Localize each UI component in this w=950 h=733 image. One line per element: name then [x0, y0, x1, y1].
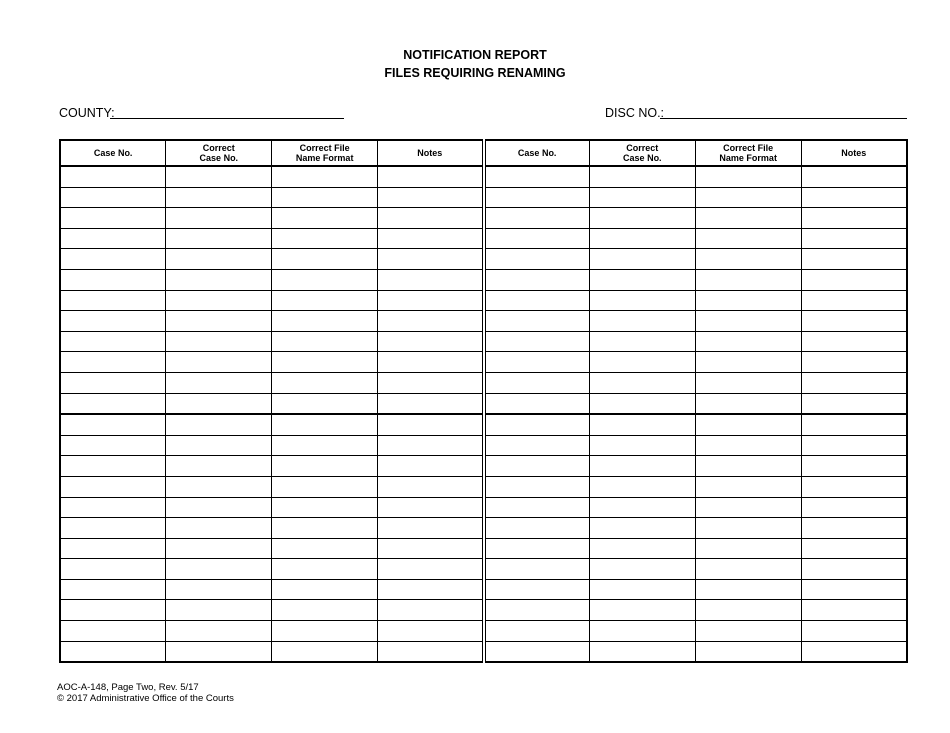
table-cell[interactable]: [378, 228, 484, 249]
table-cell[interactable]: [484, 187, 590, 208]
table-cell[interactable]: [378, 579, 484, 600]
table-cell[interactable]: [695, 497, 801, 518]
column-header-correct-case-no-right: Correct Case No.: [589, 140, 695, 166]
table-cell[interactable]: [484, 579, 590, 600]
table-cell[interactable]: [166, 269, 272, 290]
column-header-correct-file-name-format-right: Correct File Name Format: [695, 140, 801, 166]
table-cell[interactable]: [60, 456, 166, 477]
table-cell[interactable]: [695, 641, 801, 662]
table-row: [60, 621, 907, 642]
table-cell[interactable]: [272, 497, 378, 518]
table-cell[interactable]: [272, 414, 378, 435]
table-cell[interactable]: [272, 372, 378, 393]
table-cell[interactable]: [695, 621, 801, 642]
table-cell[interactable]: [695, 476, 801, 497]
table-cell[interactable]: [378, 414, 484, 435]
table-cell[interactable]: [378, 476, 484, 497]
table-cell[interactable]: [589, 393, 695, 414]
table-cell[interactable]: [60, 331, 166, 352]
table-cell[interactable]: [801, 435, 907, 456]
table-cell[interactable]: [695, 331, 801, 352]
table-cell[interactable]: [801, 476, 907, 497]
table-cell[interactable]: [60, 414, 166, 435]
table-cell[interactable]: [272, 249, 378, 270]
table-cell[interactable]: [801, 269, 907, 290]
table-cell[interactable]: [589, 166, 695, 187]
table-cell[interactable]: [60, 641, 166, 662]
table-cell[interactable]: [166, 579, 272, 600]
table-cell[interactable]: [695, 249, 801, 270]
table-cell[interactable]: [484, 372, 590, 393]
table-cell[interactable]: [166, 290, 272, 311]
column-header-case-no-right: Case No.: [484, 140, 590, 166]
table-row: [60, 641, 907, 662]
table-cell[interactable]: [484, 290, 590, 311]
table-cell[interactable]: [801, 331, 907, 352]
table-cell[interactable]: [166, 518, 272, 539]
table-cell[interactable]: [272, 269, 378, 290]
table-cell[interactable]: [695, 559, 801, 580]
table-cell[interactable]: [589, 497, 695, 518]
disc-no-input-line[interactable]: [660, 118, 907, 119]
table-cell[interactable]: [695, 352, 801, 373]
table-cell[interactable]: [589, 187, 695, 208]
table-cell[interactable]: [60, 621, 166, 642]
table-row: [60, 456, 907, 477]
table-cell[interactable]: [378, 208, 484, 229]
table-cell[interactable]: [695, 187, 801, 208]
county-label: COUNTY:: [59, 106, 115, 120]
table-cell[interactable]: [166, 372, 272, 393]
table-cell[interactable]: [272, 435, 378, 456]
table-cell[interactable]: [166, 414, 272, 435]
table-cell[interactable]: [272, 518, 378, 539]
table-row: [60, 249, 907, 270]
table-cell[interactable]: [272, 456, 378, 477]
column-header-notes-left: Notes: [378, 140, 484, 166]
disc-no-label: DISC NO.:: [605, 106, 665, 120]
table-cell[interactable]: [801, 600, 907, 621]
table-cell[interactable]: [484, 497, 590, 518]
table-cell[interactable]: [484, 352, 590, 373]
table-cell[interactable]: [801, 414, 907, 435]
table-cell[interactable]: [60, 600, 166, 621]
table-cell[interactable]: [589, 518, 695, 539]
table-cell[interactable]: [166, 331, 272, 352]
table-row: [60, 228, 907, 249]
table-cell[interactable]: [272, 621, 378, 642]
table-cell[interactable]: [801, 311, 907, 332]
table-cell[interactable]: [484, 228, 590, 249]
table-cell[interactable]: [166, 228, 272, 249]
table-cell[interactable]: [272, 166, 378, 187]
table-cell[interactable]: [801, 518, 907, 539]
table-cell[interactable]: [484, 166, 590, 187]
table-cell[interactable]: [272, 228, 378, 249]
table-cell[interactable]: [272, 476, 378, 497]
table-cell[interactable]: [166, 249, 272, 270]
table-cell[interactable]: [484, 435, 590, 456]
table-cell[interactable]: [801, 290, 907, 311]
table-cell[interactable]: [378, 187, 484, 208]
table-row: [60, 352, 907, 373]
table-cell[interactable]: [166, 435, 272, 456]
table-cell[interactable]: [801, 187, 907, 208]
table-row: [60, 435, 907, 456]
form-id: AOC-A-148, Page Two, Rev. 5/17: [57, 682, 199, 693]
table-row: [60, 497, 907, 518]
table-cell[interactable]: [695, 372, 801, 393]
table-cell[interactable]: [484, 311, 590, 332]
table-cell[interactable]: [272, 187, 378, 208]
table-cell[interactable]: [166, 497, 272, 518]
table-cell[interactable]: [166, 352, 272, 373]
table-cell[interactable]: [60, 538, 166, 559]
table-row: [60, 269, 907, 290]
column-header-correct-case-no-left: Correct Case No.: [166, 140, 272, 166]
table-cell[interactable]: [272, 641, 378, 662]
table-cell[interactable]: [484, 249, 590, 270]
table-cell[interactable]: [695, 414, 801, 435]
table-cell[interactable]: [60, 352, 166, 373]
table-cell[interactable]: [484, 538, 590, 559]
table-cell[interactable]: [589, 579, 695, 600]
table-cell[interactable]: [166, 621, 272, 642]
header-row: [60, 140, 907, 166]
table-cell[interactable]: [695, 269, 801, 290]
table-cell[interactable]: [695, 393, 801, 414]
table-row: [60, 187, 907, 208]
table-cell[interactable]: [589, 559, 695, 580]
table-cell[interactable]: [60, 228, 166, 249]
table-cell[interactable]: [272, 311, 378, 332]
table-cell[interactable]: [589, 435, 695, 456]
table-cell[interactable]: [378, 559, 484, 580]
table-cell[interactable]: [589, 228, 695, 249]
table-cell[interactable]: [60, 518, 166, 539]
table-cell[interactable]: [60, 559, 166, 580]
table-cell[interactable]: [166, 166, 272, 187]
table-cell[interactable]: [589, 538, 695, 559]
table-cell[interactable]: [589, 331, 695, 352]
table-cell[interactable]: [484, 393, 590, 414]
table-cell[interactable]: [801, 249, 907, 270]
table-cell[interactable]: [166, 600, 272, 621]
table-cell[interactable]: [484, 331, 590, 352]
table-cell[interactable]: [484, 641, 590, 662]
table-cell[interactable]: [60, 187, 166, 208]
table-cell[interactable]: [801, 497, 907, 518]
table-cell[interactable]: [378, 497, 484, 518]
table-row: [60, 372, 907, 393]
table-row: [60, 166, 907, 187]
table-row: [60, 476, 907, 497]
table-cell[interactable]: [589, 621, 695, 642]
table-cell[interactable]: [589, 476, 695, 497]
table-cell[interactable]: [695, 290, 801, 311]
table-cell[interactable]: [484, 476, 590, 497]
copyright: © 2017 Administrative Office of the Courts: [57, 693, 234, 704]
table-cell[interactable]: [272, 331, 378, 352]
table-cell[interactable]: [378, 393, 484, 414]
column-header-case-no-left: Case No.: [60, 140, 166, 166]
table-cell[interactable]: [60, 249, 166, 270]
table-cell[interactable]: [695, 311, 801, 332]
table-cell[interactable]: [801, 352, 907, 373]
table-cell[interactable]: [60, 476, 166, 497]
table-cell[interactable]: [378, 331, 484, 352]
table-cell[interactable]: [695, 579, 801, 600]
table-cell[interactable]: [166, 311, 272, 332]
table-cell[interactable]: [60, 435, 166, 456]
table-row: [60, 311, 907, 332]
table-cell[interactable]: [166, 641, 272, 662]
report-subtitle: FILES REQUIRING RENAMING: [384, 66, 566, 80]
table-cell[interactable]: [166, 456, 272, 477]
table-cell[interactable]: [378, 538, 484, 559]
table-cell[interactable]: [801, 621, 907, 642]
table-cell[interactable]: [589, 600, 695, 621]
table-cell[interactable]: [484, 600, 590, 621]
table-cell[interactable]: [801, 559, 907, 580]
table-cell[interactable]: [695, 518, 801, 539]
table-cell[interactable]: [378, 435, 484, 456]
table-cell[interactable]: [801, 538, 907, 559]
table-cell[interactable]: [378, 290, 484, 311]
table-cell[interactable]: [589, 208, 695, 229]
table-cell[interactable]: [801, 579, 907, 600]
table-row: [60, 559, 907, 580]
table-cell[interactable]: [589, 372, 695, 393]
table-cell[interactable]: [484, 456, 590, 477]
table-cell[interactable]: [60, 372, 166, 393]
table-cell[interactable]: [801, 208, 907, 229]
table-cell[interactable]: [60, 269, 166, 290]
table-cell[interactable]: [272, 352, 378, 373]
table-cell[interactable]: [801, 372, 907, 393]
table-cell[interactable]: [272, 208, 378, 229]
table-cell[interactable]: [272, 579, 378, 600]
table-body: [60, 166, 907, 662]
table-row: [60, 393, 907, 414]
table-cell[interactable]: [378, 372, 484, 393]
table-cell[interactable]: [60, 579, 166, 600]
table-cell[interactable]: [378, 352, 484, 373]
table-cell[interactable]: [272, 290, 378, 311]
table-cell[interactable]: [695, 166, 801, 187]
table-cell[interactable]: [589, 352, 695, 373]
table-cell[interactable]: [60, 208, 166, 229]
table-cell[interactable]: [801, 641, 907, 662]
table-cell[interactable]: [378, 166, 484, 187]
table-cell[interactable]: [589, 414, 695, 435]
table-cell[interactable]: [801, 393, 907, 414]
table-cell[interactable]: [166, 559, 272, 580]
table-cell[interactable]: [695, 435, 801, 456]
table-cell[interactable]: [60, 311, 166, 332]
table-row: [60, 208, 907, 229]
table-cell[interactable]: [801, 456, 907, 477]
table-cell[interactable]: [378, 269, 484, 290]
table-cell[interactable]: [589, 641, 695, 662]
report-title: NOTIFICATION REPORT: [403, 48, 547, 62]
table-cell[interactable]: [484, 518, 590, 539]
table-cell[interactable]: [589, 456, 695, 477]
table-cell[interactable]: [272, 600, 378, 621]
table-row: [60, 518, 907, 539]
table-row: [60, 331, 907, 352]
files-table: [59, 139, 908, 663]
table-cell[interactable]: [60, 290, 166, 311]
table-cell[interactable]: [589, 249, 695, 270]
table-cell[interactable]: [801, 166, 907, 187]
table-cell[interactable]: [60, 497, 166, 518]
table-cell[interactable]: [484, 269, 590, 290]
table-cell[interactable]: [378, 621, 484, 642]
table-cell[interactable]: [166, 538, 272, 559]
table-cell[interactable]: [378, 600, 484, 621]
table-row: [60, 414, 907, 435]
table-cell[interactable]: [589, 311, 695, 332]
table-cell[interactable]: [484, 208, 590, 229]
table-cell[interactable]: [166, 393, 272, 414]
table-cell[interactable]: [378, 641, 484, 662]
table-cell[interactable]: [484, 621, 590, 642]
table-cell[interactable]: [589, 290, 695, 311]
table-cell[interactable]: [166, 476, 272, 497]
table-cell[interactable]: [484, 559, 590, 580]
table-cell[interactable]: [801, 228, 907, 249]
column-header-correct-file-name-format-left: Correct File Name Format: [272, 140, 378, 166]
table-cell[interactable]: [272, 538, 378, 559]
table-cell[interactable]: [695, 456, 801, 477]
table-cell[interactable]: [695, 600, 801, 621]
table-cell[interactable]: [378, 456, 484, 477]
table-cell[interactable]: [60, 166, 166, 187]
table-cell[interactable]: [484, 414, 590, 435]
table-cell[interactable]: [695, 228, 801, 249]
county-input-line[interactable]: [110, 118, 344, 119]
table-cell[interactable]: [272, 393, 378, 414]
table-cell[interactable]: [272, 559, 378, 580]
table-cell[interactable]: [378, 518, 484, 539]
table-cell[interactable]: [695, 208, 801, 229]
table-row: [60, 538, 907, 559]
table-cell[interactable]: [695, 538, 801, 559]
table-cell[interactable]: [589, 269, 695, 290]
column-header-notes-right: Notes: [801, 140, 907, 166]
table-row: [60, 600, 907, 621]
table-cell[interactable]: [378, 311, 484, 332]
table-cell[interactable]: [60, 393, 166, 414]
table-cell[interactable]: [166, 187, 272, 208]
table-row: [60, 290, 907, 311]
table-cell[interactable]: [378, 249, 484, 270]
table-row: [60, 579, 907, 600]
table-cell[interactable]: [166, 208, 272, 229]
